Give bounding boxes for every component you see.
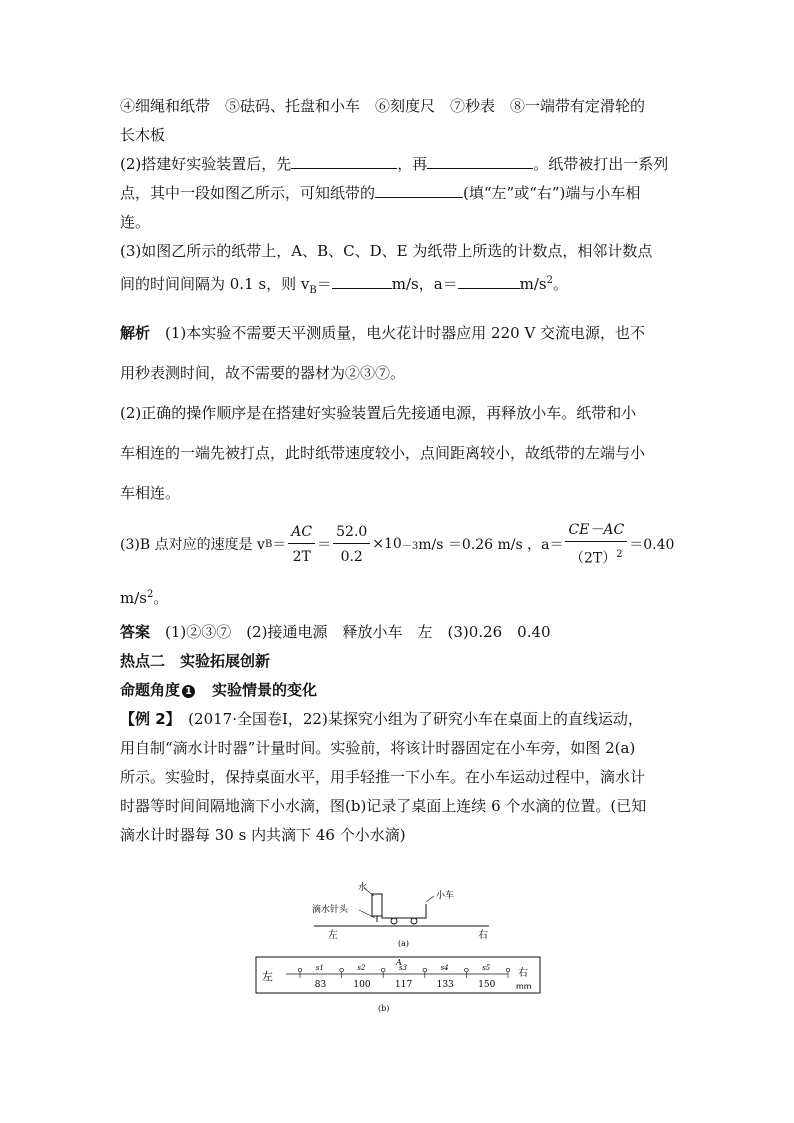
segment-value: 133 [436,980,454,990]
answer-blank [291,154,397,169]
figure-a-caption: (a) [398,939,410,948]
label-left: 左 [328,930,338,941]
answer-label: 答案 [120,623,151,641]
cart-body-icon [382,904,426,918]
solution-part-2-line-2: 车相连的一端先被打点，此时纸带速度较小，点间距离较小，故纸带的左端与小 [120,444,646,462]
tape-marks [298,964,510,990]
water-drop-mark [381,968,385,972]
solution-part-3-unit: $m/s^2$。 [120,589,169,607]
fraction-ce-ac: $\frac{CE-AC}{(2T)^2}$ [565,521,627,568]
label-water: 水 [358,883,368,893]
solution-part-1-line-2: 用秒表测时间，故不需要的器材为②③⑦。 [120,364,406,382]
figure-a-cart-diagram [312,881,489,948]
figure-b-caption: (b) [378,1004,390,1013]
solution-label: 解析 [120,324,151,342]
water-container-icon [372,894,382,916]
answer-line: 答案 (1)②③⑦ (2)接通电源 释放小车 左 (3)0.26 0.40 [120,623,551,641]
segment-value: 100 [353,980,371,990]
answer-blank [458,274,520,289]
solution-part-2-line-3: 车相连。 [120,484,181,502]
water-drop-mark [423,968,427,972]
figure-svg [254,880,544,1020]
example-line-3: 所示。实验时，保持桌面水平，用手轻推一下小车。在小车运动过程中，滴水计 [120,768,646,786]
document-page [120,92,676,850]
segment-label: s1 [315,964,324,972]
segment-value: 83 [314,980,327,990]
equipment-list-line-2: 长木板 [120,126,166,144]
equipment-list-line: ④细绳和纸带 ⑤砝码、托盘和小车 ⑥刻度尺 ⑦秒表 ⑧一端带有定滑轮的 [120,97,646,115]
label-car: 小车 [436,891,455,901]
number-badge-icon: 1 [182,685,195,698]
segment-label: s3 [399,964,408,972]
segment-label: s5 [482,964,491,972]
label-right: 右 [478,930,488,941]
fraction-numeric: $\frac{52.0}{0.2}$ [333,523,370,566]
solution-part-2: (2)正确的操作顺序是在搭建好实验装置后先接通电源，再释放小车。纸带和小 [120,404,637,422]
figure-b-tape [256,957,540,1013]
segment-value: 117 [395,980,413,990]
question-part-2-line-2: 点，其中一段如图乙所示，可知纸带的 (填“左”或“右”)端与小车相 [120,184,641,202]
cart-wheel-icon [391,918,397,924]
question-part-3-line-2: 间的时间间隔为 0.1 s，则 $v_B= m/s$，$a= m/s^2$。 [120,275,569,296]
example-line-5: 滴水计时器每 30 s 内共滴下 46 个小水滴) [120,826,406,844]
example-line-4: 时器等时间间隔地滴下小水滴，图(b)记录了桌面上连续 6 个水滴的位置。(已知 [120,797,647,815]
water-drop-mark [506,968,510,972]
section-subheading: 命题角度 1 实验情景的变化 [120,681,318,699]
solution-part-3-equation: (3)B 点对应的速度是 v B ＝ $\frac{AC}{2T}$ ＝ $\frac{52.0}{0.2}$ ×10 －3 m/s ＝0.26 m/s ，a＝ $\frac{CE-AC}{(2T)^2}$ ＝0.40 [120,521,675,567]
fraction-ac-over-2t: $\frac{AC}{2T}$ [288,523,315,566]
example-tag: 【例 2】 [120,710,174,728]
segment-value: 150 [478,980,496,990]
tape-label-left: 左 [262,970,273,983]
answer-blank [427,154,533,169]
tape-unit: mm [516,982,532,991]
cart-wheel-icon [411,918,417,924]
water-drop-mark [465,968,469,972]
segment-label: s4 [440,964,449,972]
example-line-1: 【例 2】 (2017·全国卷Ⅰ，22)某探究小组为了研究小车在桌面上的直线运动， [120,710,643,728]
section-heading: 热点二 实验拓展创新 [120,652,271,670]
question-part-3: (3)如图乙所示的纸带上，A、B、C、D、E 为纸带上所选的计数点，相邻计数点 [120,242,653,260]
answer-blank [375,183,463,198]
point-a-label: A [396,958,402,967]
water-drop-mark [340,968,344,972]
segment-label: s2 [357,964,366,972]
experiment-figure [254,880,544,1020]
question-part-2-line-3: 连。 [120,213,151,231]
water-drop-mark [298,968,302,972]
question-part-2: (2)搭建好实验装置后，先 ，再 。纸带被打出一系列 [120,155,669,173]
answer-blank [332,274,392,289]
example-line-2: 用自制“滴水计时器”计量时间。实验前，将该计时器固定在小车旁，如图 2(a) [120,739,636,757]
solution-part-1: 解析 (1)本实验不需要天平测质量，电火花计时器应用 220 V 交流电源，也不 [120,324,646,342]
tape-label-right: 右 [518,968,528,979]
label-needle: 滴水针头 [312,905,349,915]
